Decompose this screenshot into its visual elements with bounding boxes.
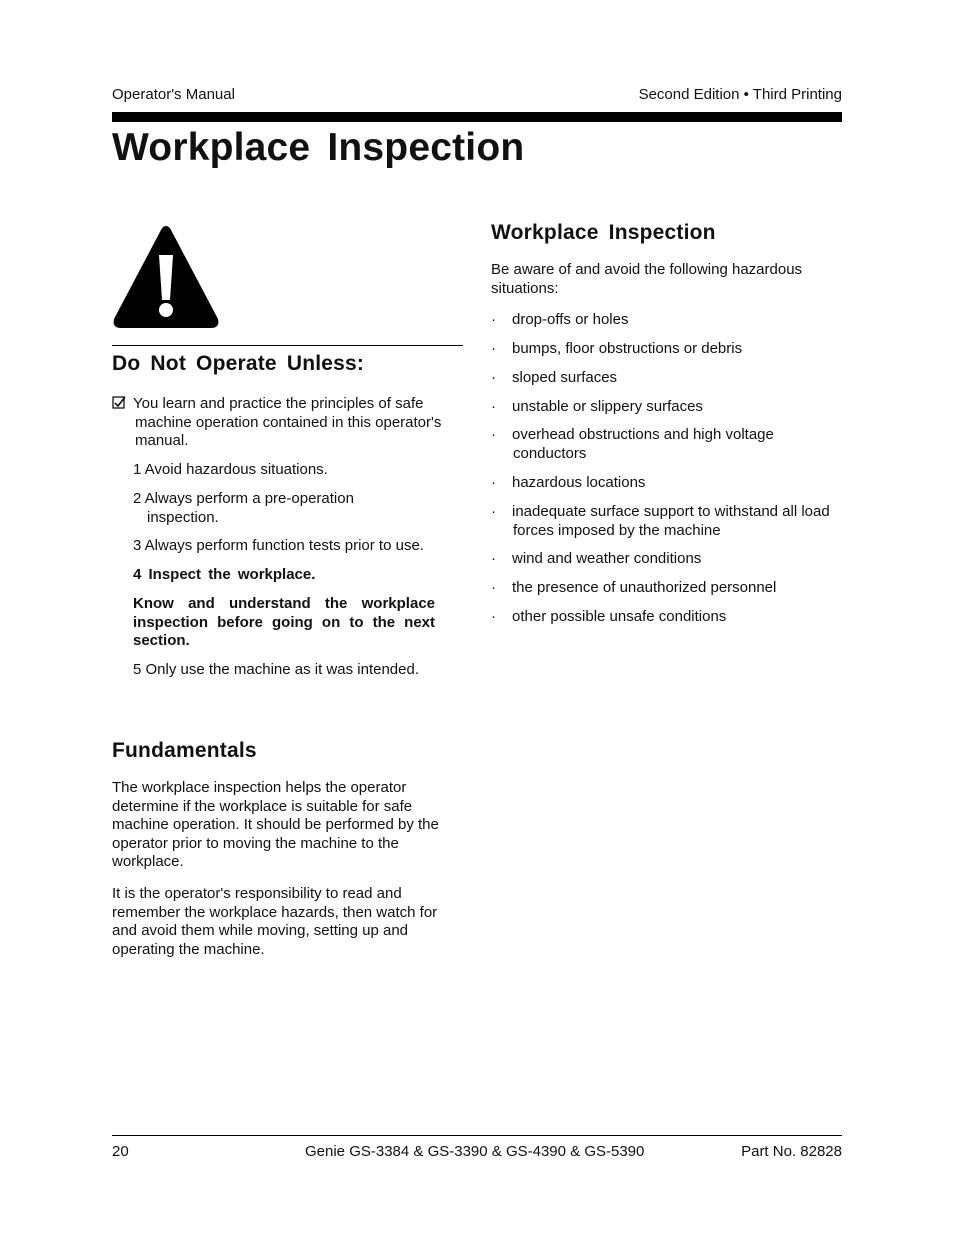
check-item-line: manual. <box>135 432 189 450</box>
step-4-note <box>133 595 435 651</box>
footer-rule <box>112 1135 842 1136</box>
bullet-marker: · <box>491 474 496 491</box>
header-rule <box>112 112 842 122</box>
step-2 <box>133 490 354 527</box>
section-divider <box>112 345 463 346</box>
bullet-marker: · <box>491 311 496 328</box>
step-2-line: inspection. <box>147 508 219 526</box>
footer-part-number: Part No. 82828 <box>741 1143 842 1160</box>
check-item-line: machine operation contained in this operator's <box>135 413 442 431</box>
step-3: 3 Always perform function tests prior to use. <box>133 537 424 554</box>
workplace-inspection-heading: Workplace Inspection <box>491 221 716 244</box>
check-item-line: You learn and practice the principles of safe <box>133 395 424 412</box>
fundamentals-paragraph-1: The workplace inspection helps the operator determine if the workplace is suitable for safe machine operation. It should be performed by the operator prior to moving the machine to the workplace. <box>112 779 439 871</box>
fundamentals-paragraph-2: It is the operator's responsibility to read and remember the workplace hazards, then watch for and avoid them while moving, setting up and operating the machine. <box>112 885 438 958</box>
note-line: inspection before going on to the next <box>133 613 435 631</box>
checkbox-checked-icon <box>112 396 126 410</box>
page-number: 20 <box>112 1143 129 1160</box>
bullet-marker: · <box>491 608 496 625</box>
bullet-marker: · <box>491 550 496 567</box>
bullet-marker: · <box>491 579 496 596</box>
bullet-marker: · <box>491 503 496 520</box>
footer-model: Genie GS-3384 & GS-3390 & GS-4390 & GS-5390 <box>305 1143 645 1160</box>
check-item <box>133 395 441 451</box>
header-right: Second Edition • Third Printing <box>638 86 842 103</box>
bullet-marker: · <box>491 369 496 386</box>
bullet-marker: · <box>491 398 496 415</box>
bullet-marker: · <box>491 340 496 357</box>
page-title: Workplace Inspection <box>112 126 525 169</box>
do-not-operate-heading: Do Not Operate Unless: <box>112 352 365 375</box>
step-5: 5 Only use the machine as it was intended. <box>133 661 419 678</box>
fundamentals-heading: Fundamentals <box>112 739 257 762</box>
step-1: 1 Avoid hazardous situations. <box>133 461 328 478</box>
step-2-line: 2 Always perform a pre-operation <box>133 490 354 507</box>
bullet-marker: · <box>491 426 496 443</box>
note-line: section. <box>133 632 190 650</box>
intro-paragraph: Be aware of and avoid the following hazardous situations: <box>491 261 803 297</box>
note-line: Know and understand the workplace <box>133 595 435 612</box>
header-left: Operator's Manual <box>112 86 235 103</box>
step-4: 4 Inspect the workplace. <box>133 566 316 583</box>
warning-exclamation-icon <box>112 224 220 330</box>
